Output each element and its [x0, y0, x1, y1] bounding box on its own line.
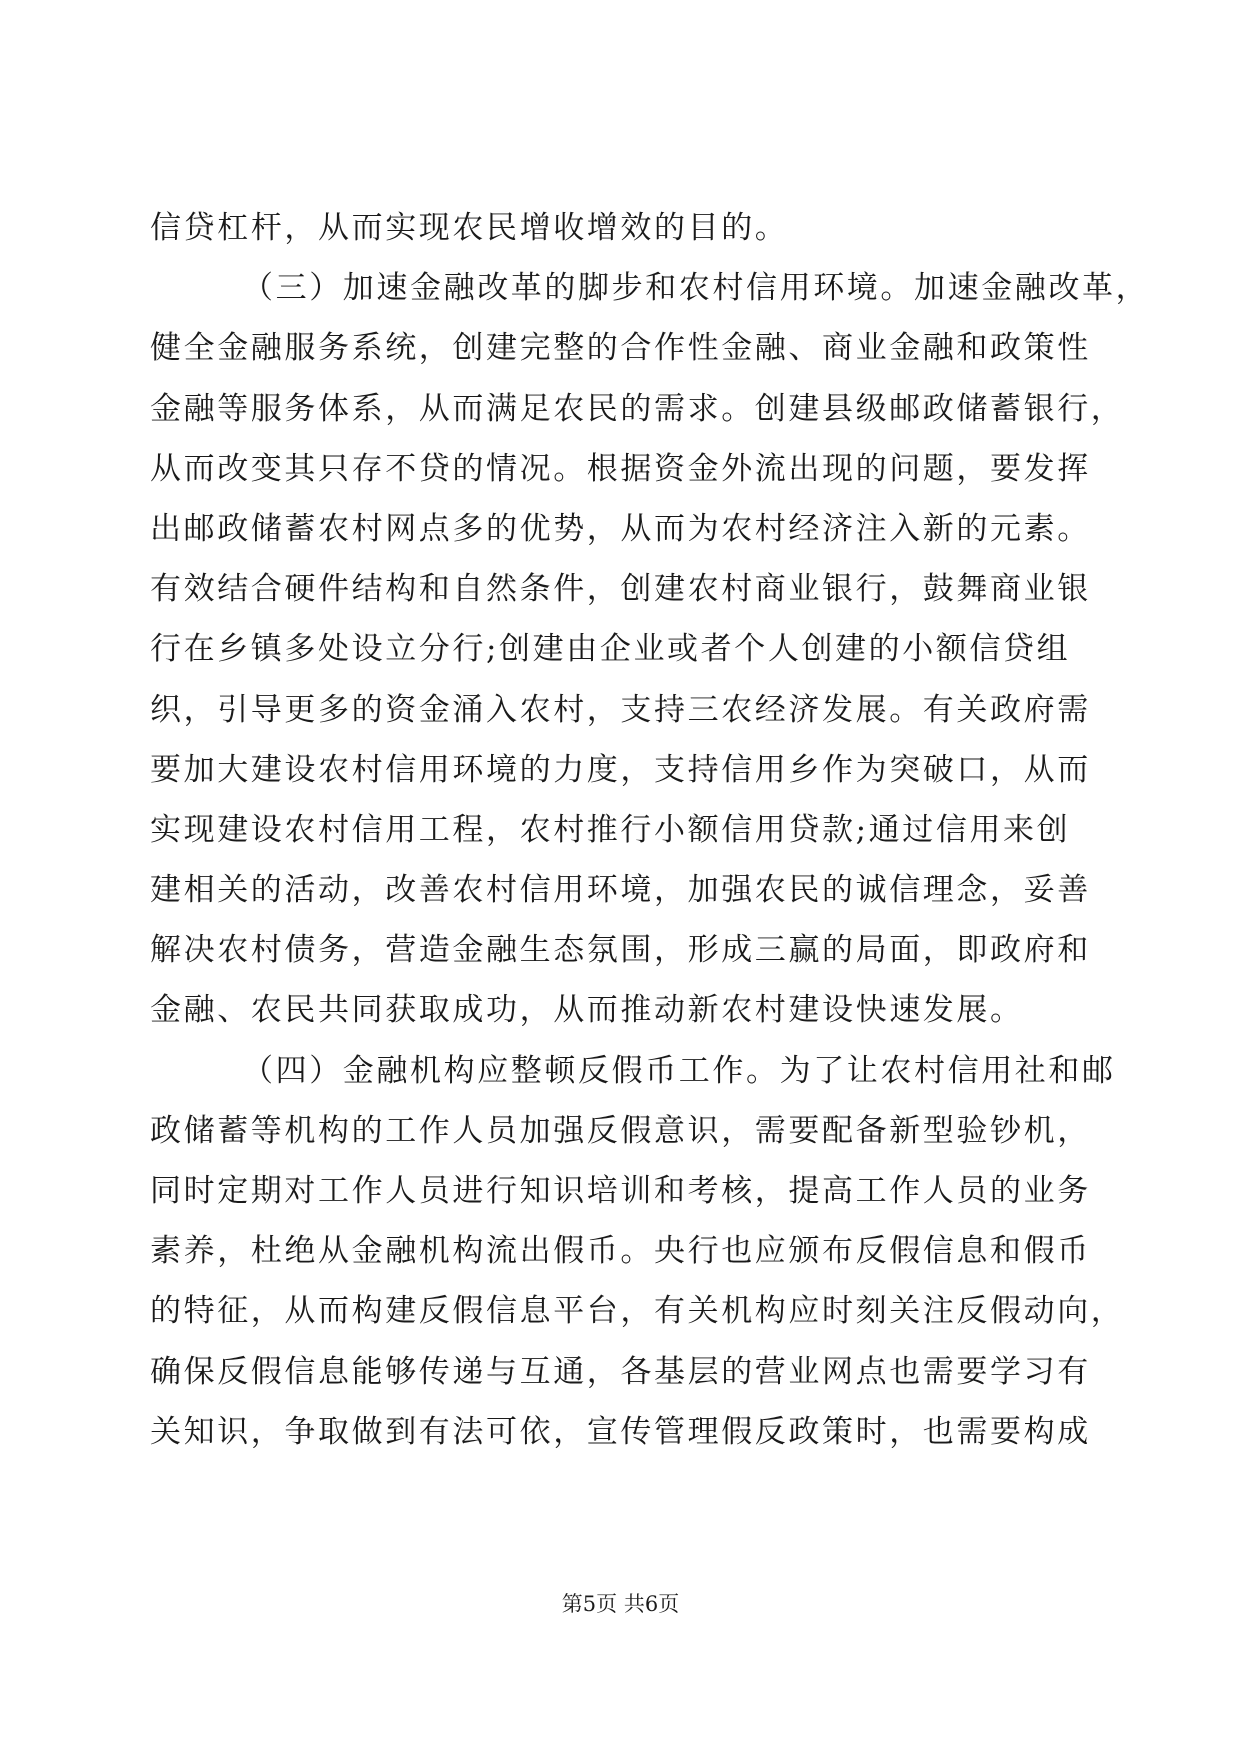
text-line: 建相关的活动，改善农村信用环境，加强农民的诚信理念，妥善: [150, 872, 1091, 909]
text-line: 行在乡镇多处设立分行;创建由企业或者个人创建的小额信贷组: [150, 631, 1071, 668]
section-heading-line: （三）加速金融改革的脚步和农村信用环境。加速金融改革，: [242, 270, 1150, 307]
page-total: 共6页: [623, 1592, 680, 1616]
section-heading-line: （四）金融机构应整顿反假币工作。为了让农村信用社和邮: [242, 1052, 1116, 1089]
text-line: 素养，杜绝从金融机构流出假币。央行也应颁布反假信息和假币: [150, 1233, 1091, 1270]
text-line: 同时定期对工作人员进行知识培训和考核，提高工作人员的业务: [150, 1173, 1091, 1209]
text-line: 信贷杠杆，从而实现农民增收增效的目的。: [150, 210, 789, 246]
text-line: 的特征，从而构建反假信息平台，有关机构应时刻关注反假动向，: [150, 1293, 1125, 1330]
text-line: 金融等服务体系，从而满足农民的需求。创建县级邮政储蓄银行，: [150, 390, 1125, 427]
text-line: 出邮政储蓄农村网点多的优势，从而为农村经济注入新的元素。: [150, 510, 1091, 547]
text-line: 实现建设农村信用工程，农村推行小额信用贷款;通过信用来创: [150, 811, 1071, 848]
page-number: 第5页: [561, 1592, 618, 1616]
text-line: 确保反假信息能够传递与互通，各基层的营业网点也需要学习有: [150, 1353, 1091, 1390]
text-line: 要加大建设农村信用环境的力度，支持信用乡作为突破口，从而: [150, 751, 1091, 788]
body-text: [150, 198, 1150, 1462]
text-line: 政储蓄等机构的工作人员加强反假意识，需要配备新型验钞机，: [150, 1112, 1091, 1149]
text-line: 金融、农民共同获取成功，从而推动新农村建设快速发展。: [150, 992, 1024, 1029]
text-line: 健全金融服务系统，创建完整的合作性金融、商业金融和政策性: [150, 330, 1091, 367]
text-line: 解决农村债务，营造金融生态氛围，形成三赢的局面，即政府和: [150, 932, 1091, 969]
text-line: 从而改变其只存不贷的情况。根据资金外流出现的问题，要发挥: [150, 450, 1091, 487]
page-footer: [0, 1590, 1241, 1618]
text-line: 织，引导更多的资金涌入农村，支持三农经济发展。有关政府需: [150, 691, 1091, 728]
text-line: 有效结合硬件结构和自然条件，创建农村商业银行，鼓舞商业银: [150, 571, 1091, 608]
text-line: 关知识，争取做到有法可依，宣传管理假反政策时，也需要构成: [150, 1413, 1091, 1450]
